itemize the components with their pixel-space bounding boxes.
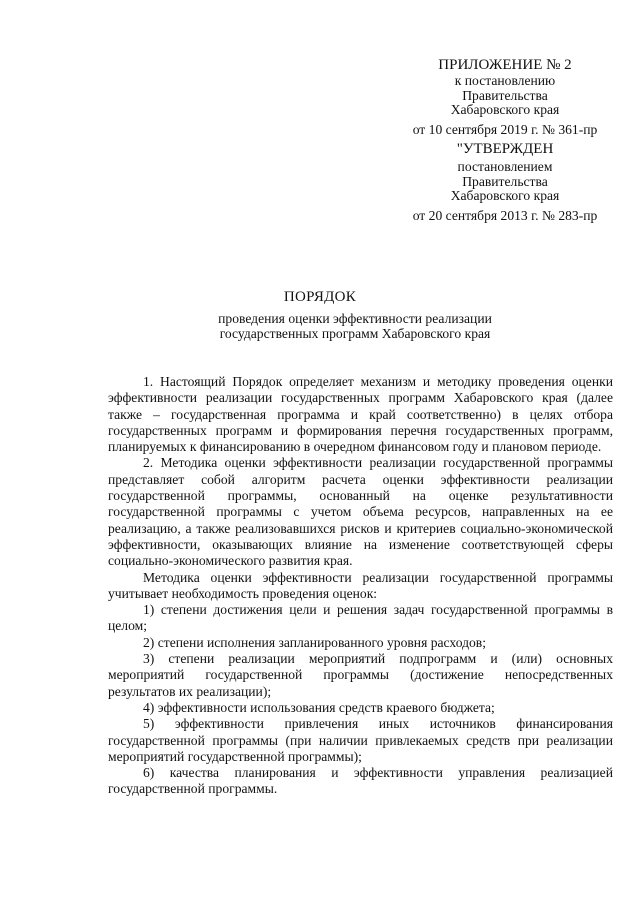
approved-line: постановлением: [457, 159, 553, 174]
paragraph: Методика оценки эффективности реализации государственной программы учитывает необходимость проведения оценок:: [108, 569, 613, 601]
approved-line: Правительства: [462, 173, 548, 189]
appendix-line: к постановлению: [454, 73, 556, 88]
appendix-line: Правительства: [462, 87, 548, 103]
paragraph: 2. Методика оценки эффективности реализации государственной программы представляет собой алгоритм расчета оценки эффективности реализации государственной программы, основанный на оценке результативности государственной программы с учетом объема ресурсов, направленных на ее реализацию, а также реализовавшихся рисков и критериев социально-экономической эффективности, оказывающих влияние на изменение соответствующей сферы социально-экономического развития края.: [108, 455, 613, 569]
list-item: 6) качества планирования и эффективности управления реализацией государственной программы.: [108, 765, 613, 797]
document-body: [108, 374, 613, 798]
subtitle-line: государственных программ Хабаровского края: [219, 326, 491, 341]
appendix-title: ПРИЛОЖЕНИЕ № 2: [438, 57, 572, 73]
list-item: 1) степени достижения цели и решения задач государственной программы в целом;: [108, 602, 613, 634]
appendix-header: [385, 56, 625, 138]
approved-title: "УТВЕРЖДЕН: [456, 141, 554, 157]
appendix-line: Хабаровского края: [450, 102, 560, 117]
approved-date: от 20 сентября 2013 г. № 283-пр: [412, 207, 598, 223]
paragraph: 1. Настоящий Порядок определяет механизм и методику проведения оценки эффективности реализации государственных программ Хабаровского края (далее также – государственная программа и край соответственно) в целях отбора государственных программ и формирования перечня государственных программ, планируемых к финансированию в очередном финансовом году и плановом периоде.: [108, 374, 613, 455]
approved-header: [385, 140, 625, 224]
list-item: 5) эффективности привлечения иных источников финансирования государственной программы (при наличии привлекаемых средств при реализации мероприятий государственной программы);: [108, 716, 613, 764]
appendix-date: от 10 сентября 2019 г. № 361-пр: [412, 121, 598, 137]
list-item: 4) эффективности использования средств краевого бюджета;: [143, 699, 495, 715]
subtitle-line: проведения оценки эффективности реализации: [218, 311, 492, 326]
list-item: 3) степени реализации мероприятий подпрограмм и (или) основных мероприятий государственной программы (достижение непосредственных результатов их реализации);: [108, 651, 613, 699]
document-title: ПОРЯДОК: [283, 289, 357, 305]
document-subtitle: [190, 311, 520, 341]
approved-line: Хабаровского края: [450, 188, 560, 203]
list-item: 2) степени исполнения запланированного уровня расходов;: [143, 634, 487, 650]
